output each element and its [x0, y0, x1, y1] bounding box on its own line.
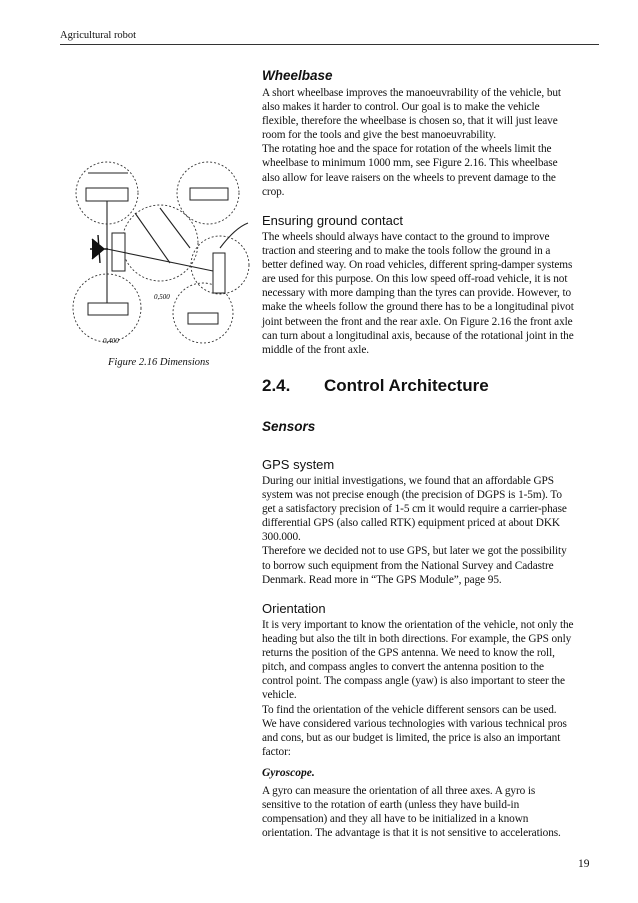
orientation-heading: Orientation — [262, 601, 326, 616]
sensors-heading: Sensors — [262, 419, 316, 434]
wheelbase-heading: Wheelbase — [262, 68, 333, 83]
curve-line — [220, 223, 248, 248]
sketch-label-1: 0,400 — [103, 337, 119, 345]
running-header: Agricultural robot — [60, 30, 137, 41]
orientation-body: It is very important to know the orientation of the vehicle, not only the heading but also the tilt in both directions. For example, the GPS only returns the position of the GPS antenna. We need to know the roll, pitch, and compass angles to convert the antenna position to the control point. The compass angle (yaw) is also important to steer the vehicle. To find the orientation of the vehicle different sensors can be used. We have considered various technologies with various technical pros and cons, but as our budget is limited, the price is also an important factor: — [262, 619, 574, 758]
wheel-top-right — [190, 188, 228, 200]
header-rule — [60, 44, 599, 45]
frame-right — [213, 253, 225, 293]
figure-caption: Figure 2.16 Dimensions — [108, 357, 210, 368]
wheel-bottom-right — [188, 313, 218, 324]
dimensions-figure — [70, 153, 252, 348]
section-title — [262, 376, 489, 396]
gps-body: During our initial investigations, we found that an affordable GPS system was not precise enough (the precision of DGPS is 1-5m). To get a satisfactory precision of 1-5 cm it would require a carrier-phase differential GPS (also called RTK) equipment priced at about DKK 300.000. Therefore we decided not to use GPS, but later we got the possibility to borrow such equipment from the National Survey and Cadastre Denmark. Read more in “The GPS Module”, page 95. — [262, 475, 567, 586]
gyroscope-body: A gyro can measure the orientation of all three axes. A gyro is sensitive to the rotation of earth (unless they have build-in compensation) and they all have to be initialized in a known orientation. The advantage is that it is not sensitive to accelerations. — [262, 785, 561, 840]
page-number: 19 — [578, 858, 590, 870]
sketch-label-2: 0,500 — [154, 293, 170, 301]
gyroscope-label: Gyroscope. — [262, 767, 315, 779]
ground-contact-body: The wheels should always have contact to the ground to improve traction and steering and to make the tools follow the ground in a better defined way. On road vehicles, different spring-damper systems are used for this purpose. On this low speed off-road vehicle, it is not necessary with more damping than the tyres can provide. However, to make the wheels follow the ground there has to be a longitudinal pivot joint between the front and the rear axle. On Figure 2.16 the front axle can turn about a longitudinal axis, because of the rotational joint in the middle of the front axle. — [262, 231, 574, 356]
wheelbase-body: A short wheelbase improves the manoeuvrability of the vehicle, but also makes it harder to control. Our goal is to make the vehicle flexible, therefore the wheelbase is chosen so, that it will just leave room for the tools and give the best manoeuvrability. The rotating hoe and the space for rotation of the wheels limit the wheelbase to minimum 1000 mm, see Figure 2.16. This wheelbase also allow for leave raisers on the wheels to prevent damage to the crop. — [262, 87, 561, 198]
wheel-top-left — [86, 188, 128, 201]
gps-heading: GPS system — [262, 457, 335, 472]
section-number: 2.4. — [262, 376, 291, 395]
ground-contact-heading: Ensuring ground contact — [262, 213, 403, 228]
dimensions-sketch — [70, 153, 252, 348]
wheel-bottom-left — [88, 303, 128, 315]
hoe-sketch — [90, 235, 108, 263]
section-name: Control Architecture — [324, 376, 489, 395]
